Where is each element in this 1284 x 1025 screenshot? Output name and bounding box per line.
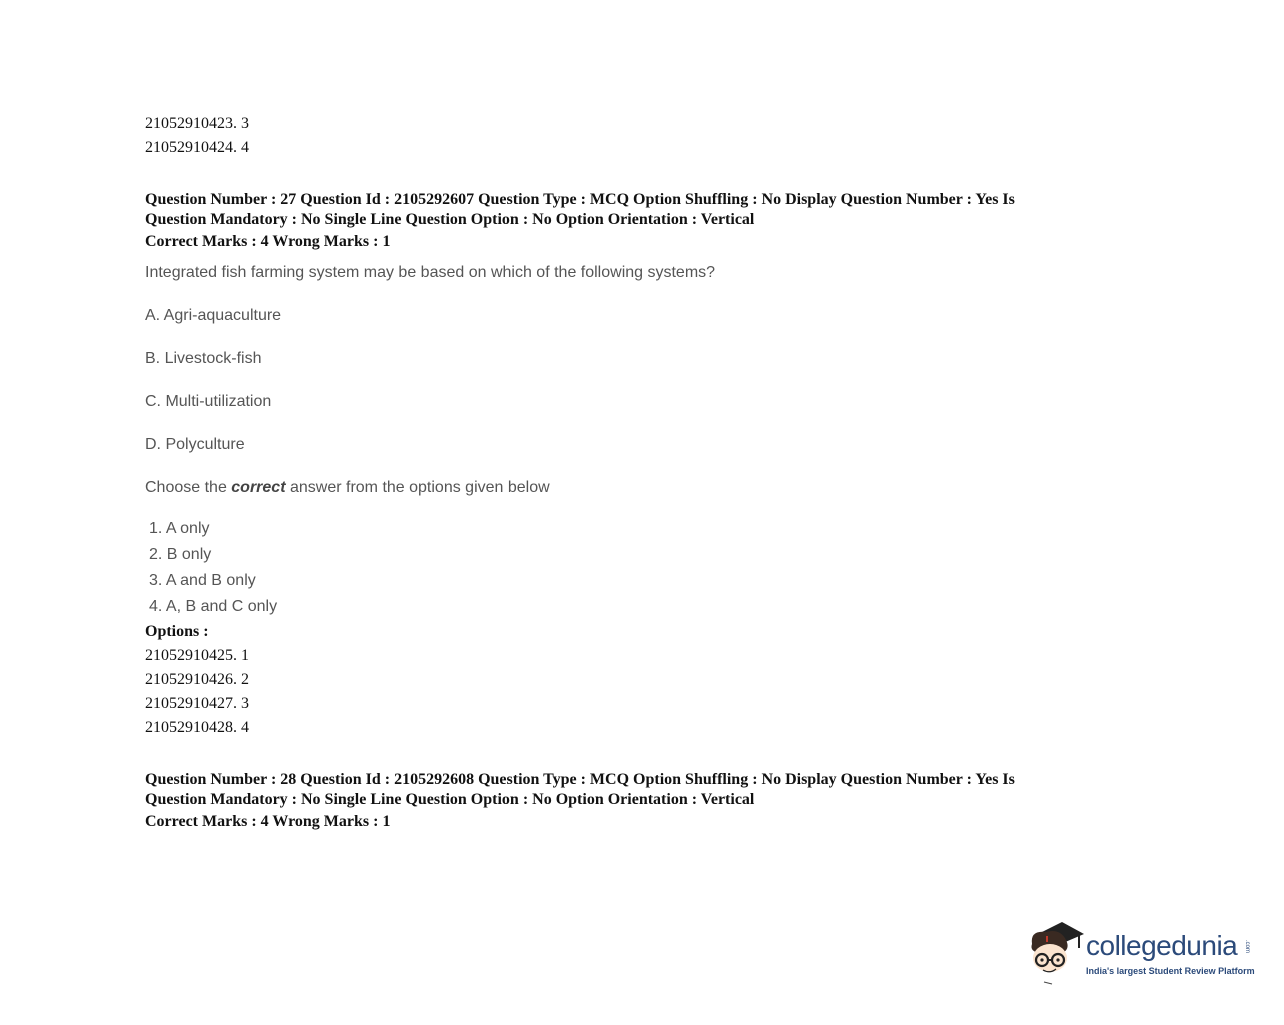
statement-item: D. Polyculture xyxy=(145,436,245,453)
option-id-list xyxy=(145,644,1145,740)
statement-item: C. Multi-utilization xyxy=(145,393,272,410)
answer-choice: 4. A, B and C only xyxy=(149,598,278,615)
option-line: 21052910424. 4 xyxy=(145,139,249,156)
answer-choice-list xyxy=(145,516,1145,620)
choose-emphasis: correct xyxy=(231,479,286,496)
options-label: Options : xyxy=(145,623,209,640)
collegedunia-logo xyxy=(1026,918,1256,988)
statement-item: B. Livestock-fish xyxy=(145,350,262,367)
question-header-line2: Question Mandatory : No Single Line Question Option : No Option Orientation : Vertical xyxy=(145,211,755,228)
question-text: Integrated fish farming system may be based on which of the following systems? xyxy=(145,264,716,281)
question-27 xyxy=(145,190,1145,740)
choose-instruction xyxy=(145,473,1145,516)
question-header-line1: Question Number : 27 Question Id : 2105292607 Question Type : MCQ Option Shuffling : No Display Question Number : Yes Is xyxy=(145,191,1015,208)
option-line: 21052910425. 1 xyxy=(145,647,249,664)
question-paper-page xyxy=(145,112,1145,834)
answer-choice: 3. A and B only xyxy=(149,572,256,589)
statement-list xyxy=(145,301,1145,473)
statement-item: A. Agri-aquaculture xyxy=(145,307,282,324)
logo-tagline: India's largest Student Review Platform xyxy=(1086,966,1255,976)
option-line: 21052910426. 2 xyxy=(145,671,249,688)
question-header-line2: Question Mandatory : No Single Line Question Option : No Option Orientation : Vertical xyxy=(145,791,755,808)
option-line: 21052910423. 3 xyxy=(145,115,249,132)
choose-post: answer from the options given below xyxy=(285,479,550,496)
answer-choice: 1. A only xyxy=(149,520,210,537)
previous-options xyxy=(145,112,1145,160)
question-28 xyxy=(145,770,1145,834)
logo-com: .com xyxy=(1244,940,1250,954)
question-marks: Correct Marks : 4 Wrong Marks : 1 xyxy=(145,233,391,250)
option-line: 21052910427. 3 xyxy=(145,695,249,712)
option-line: 21052910428. 4 xyxy=(145,719,249,736)
choose-pre: Choose the xyxy=(145,479,232,496)
question-header-line1: Question Number : 28 Question Id : 2105292608 Question Type : MCQ Option Shuffling : No Display Question Number : Yes Is xyxy=(145,771,1015,788)
question-marks: Correct Marks : 4 Wrong Marks : 1 xyxy=(145,813,391,830)
answer-choice: 2. B only xyxy=(149,546,212,563)
collegedunia-mascot-icon xyxy=(1026,918,1086,988)
logo-wordmark: collegedunia xyxy=(1086,930,1238,961)
